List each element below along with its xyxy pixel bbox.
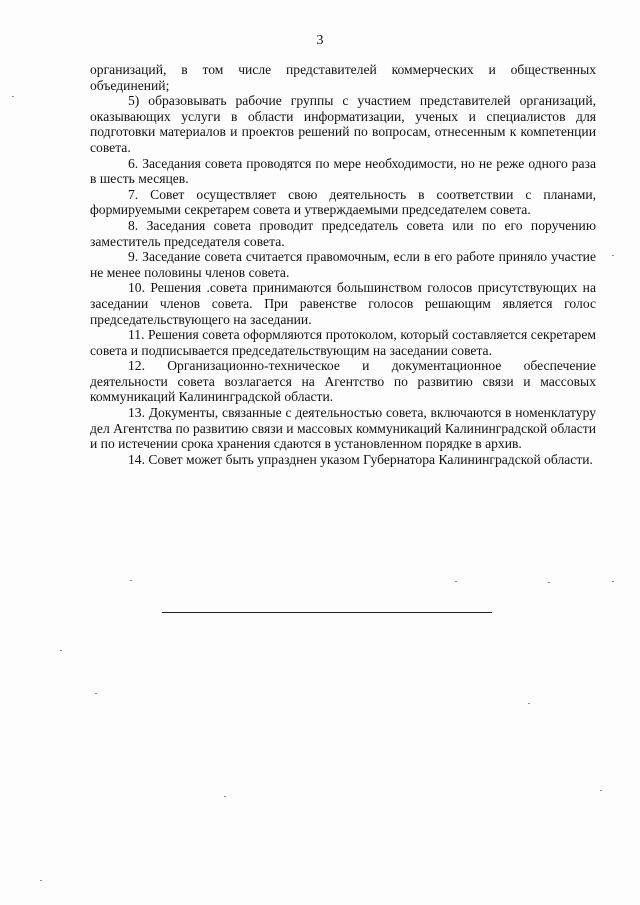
scan-speck [60,650,62,651]
scan-speck [224,796,226,797]
scan-speck [612,255,614,256]
paragraph-item-9: 9. Заседание совета считается правомочным, если в его работе приняло участие не менее половины членов совета. [90,249,596,280]
scan-speck [612,581,614,582]
scan-speck [12,96,14,97]
paragraph-item-5: 5) образовывать рабочие группы с участием представителей организаций, оказывающих услуги в области информатизации, ученых и специалистов для подготовки материалов и проектов решений по вопросам, отнесенным к компетенции совета. [90,93,596,155]
scan-speck [455,581,457,582]
paragraph-item-13: 13. Документы, связанные с деятельностью совета, включаются в номенклатуру дел Агентства по развитию связи и массовых коммуникаций Калининградской области и по истечении срока хранения сдаются в установленном порядке в архив. [90,405,596,452]
paragraph-continuation: организаций, в том числе представителей коммерческих и общественных объединений; [90,62,596,93]
scan-speck [548,582,550,583]
scan-speck [130,580,132,581]
page-number: 3 [316,33,324,48]
paragraph-item-12: 12. Организационно-техническое и документационное обеспечение деятельности совета возлагается на Агентство по развитию связи и массовых коммуникаций Калининградской области. [90,358,596,405]
scan-speck [528,703,530,704]
paragraph-item-7: 7. Совет осуществляет свою деятельность в соответствии с планами, формируемыми секретарем совета и утверждаемыми председателем совета. [90,186,596,218]
paragraph-item-8: 8. Заседания совета проводит председатель совета или по его поручению заместитель председателя совета. [90,217,596,249]
paragraph-item-6: 6. Заседания совета проводятся по мере необходимости, но не реже одного раза в шесть месяцев. [90,155,596,187]
body-text [90,62,596,467]
end-divider-line [162,612,492,613]
scan-speck [40,880,42,881]
scan-speck [600,790,602,791]
scan-speck [95,693,97,694]
paragraph-item-10: 10. Решения .совета принимаются большинством голосов присутствующих на заседании членов совета. При равенстве голосов решающим является голос председательствующего на заседании. [90,280,596,327]
paragraph-item-14: 14. Совет может быть упразднен указом Губернатора Калининградской области. [128,451,593,467]
paragraph-item-11: 11. Решения совета оформляются протоколом, который составляется секретарем совета и подписывается председательствующим на заседании совета. [90,327,596,358]
